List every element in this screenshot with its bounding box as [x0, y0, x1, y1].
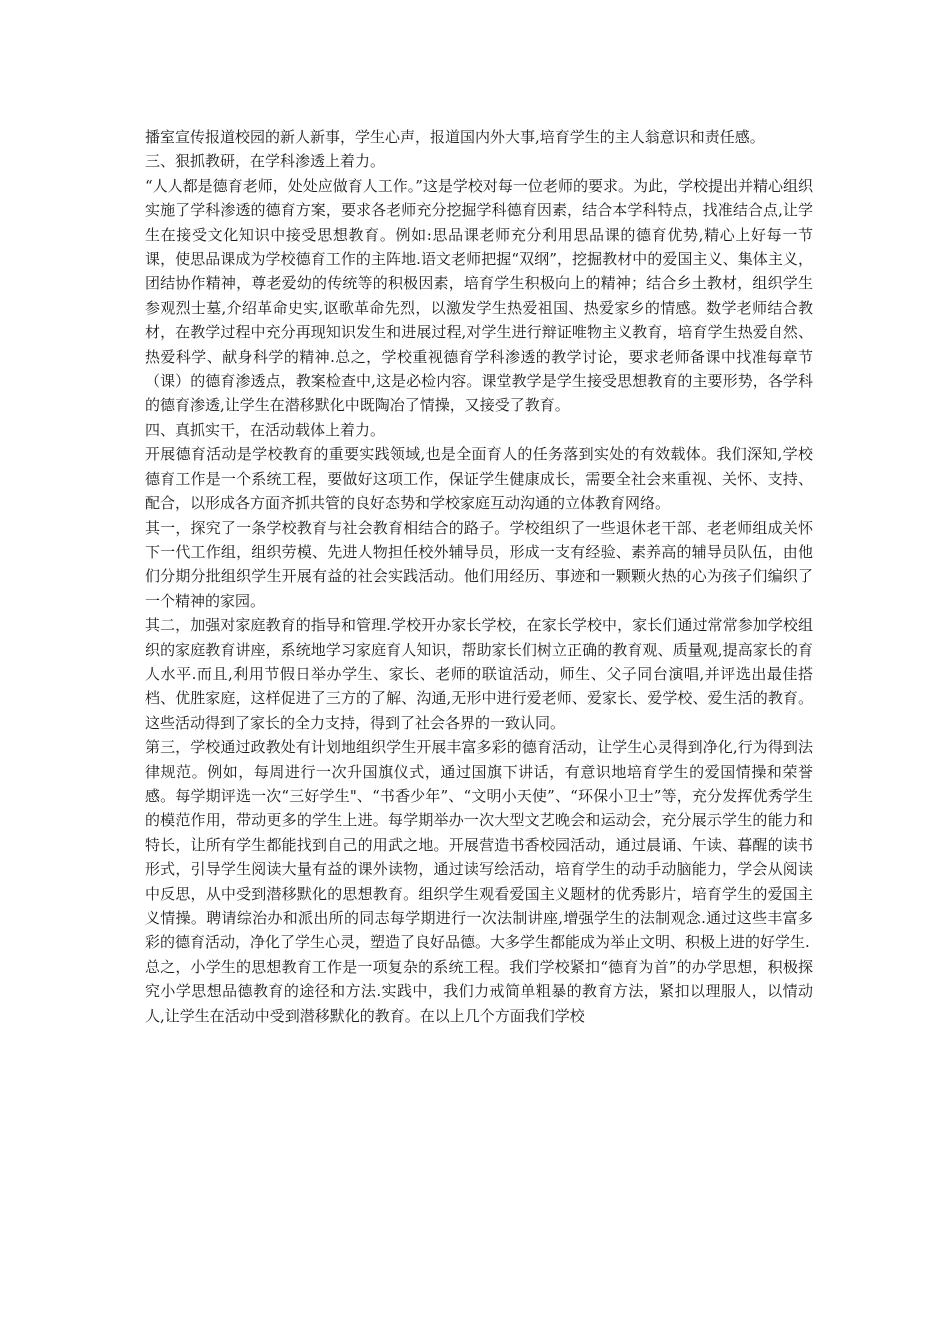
paragraph-conclusion: 总之，小学生的思想教育工作是一项复杂的系统工程。我们学校紧扣“德育为首”的办学思想，积极探究小学思想品德教育的途径和方法.实践中，我们力戒简单粗暴的教育方法，紧扣以理服人，以情动人,让学生在活动中受到潜移默化的教育。在以上几个方面我们学校: [145, 957, 813, 1025]
heading-section-3: 三、狠抓教研，在学科渗透上着力。: [145, 152, 386, 171]
paragraph-broadcast-continuation: 播室宣传报道校园的新人新事，学生心声，报道国内外大事,培育学生的主人翁意识和责任感。: [145, 128, 765, 146]
paragraph-third-point: 第三，学校通过政教处有计划地组织学生开展丰富多彩的德育活动，让学生心灵得到净化,行为得到法律规范。例如，每周进行一次升国旗仪式，通过国旗下讲话，有意识地培育学生的爱国情操和荣誉感。每学期评选一次“三好学生"、“书香少年”、“文明小天使”、“环保小卫士”等，充分发挥优秀学生的模范作用，带动更多的学生上进。每学期举办一次大型文艺晚会和运动会，充分展示学生的能力和特长，让所有学生都能找到自己的用武之地。开展营造书香校园活动，通过晨诵、午读、暮醒的读书形式，引导学生阅读大量有益的课外读物，通过读写绘活动，培育学生的动手动脑能力，学会从阅读中反思，从中受到潜移默化的思想教育。组织学生观看爱国主义题材的优秀影片，培育学生的爱国主义情操。聘请综治办和派出所的同志每学期进行一次法制讲座,增强学生的法制观念.通过这些丰富多彩的德育活动，净化了学生心灵，塑造了良好品德。大多学生都能成为举止文明、积极上进的好学生.: [145, 738, 813, 952]
document-page: [145, 125, 813, 1028]
paragraph-first-point: 其一，探究了一条学校教育与社会教育相结合的路子。学校组织了一些退休老干部、老老师组成关怀下一代工作组，组织劳模、先进人物担任校外辅导员，形成一支有经验、素养高的辅导员队伍，由他们分期分批组织学生开展有益的社会实践活动。他们用经历、事迹和一颗颗火热的心为孩子们编织了一个精神的家园。: [145, 518, 813, 610]
paragraph-second-point: 其二，加强对家庭教育的指导和管理.学校开办家长学校，在家长学校中，家长们通过常常参加学校组织的家庭教育讲座，系统地学习家庭育人知识，帮助家长们树立正确的教育观、质量观,提高家长的育人水平.而且,利用节假日举办学生、家长、老师的联谊活动，师生、父子同台演唱,并评选出最佳搭档、优胜家庭，这样促进了三方的了解、沟通,无形中进行爱老师、爱家长、爱学校、爱生活的教育。这些活动得到了家长的全力支持，得到了社会各界的一致认同。: [145, 616, 813, 732]
heading-section-4: 四、真抓实干，在活动载体上着力。: [145, 420, 386, 439]
paragraph-subject-infiltration: “人人都是德育老师，处处应做育人工作。”这是学校对每一位老师的要求。为此，学校提出并精心组织实施了学科渗透的德育方案，要求各老师充分挖掘学科德育因素，结合本学科特点，找准结合点,让学生在接受文化知识中接受思想教育。例如:思品课老师充分利用思品课的德育优势,精心上好每一节课，使思品课成为学校德育工作的主阵地.语文老师把握“双纲”，挖掘教材中的爱国主义、集体主义，团结协作精神，尊老爱幼的传统等的积极因素，培育学生积极向上的精神；结合乡土教材，组织学生参观烈士墓,介绍革命史实,讴歌革命先烈，以激发学生热爱祖国、热爱家乡的情感。数学老师结合教材，在教学过程中充分再现知识发生和进展过程,对学生进行辩证唯物主义教育，培育学生热爱自然、热爱科学、献身科学的精神.总之，学校重视德育学科渗透的教学讨论，要求老师备课中找准每章节（课）的德育渗透点，教案检查中,这是必检内容。课堂教学是学生接受思想教育的主要形势，各学科的德育渗透,让学生在潜移默化中既陶冶了情操，又接受了教育。: [145, 176, 813, 415]
paragraph-moral-activities: 开展德育活动是学校教育的重要实践领域,也是全面育人的任务落到实处的有效载体。我们深知,学校德育工作是一个系统工程，要做好这项工作，保证学生健康成长，需要全社会来重视、关怀、支持、配合，以形成各方面齐抓共管的良好态势和学校家庭互动沟通的立体教育网络。: [145, 445, 813, 513]
